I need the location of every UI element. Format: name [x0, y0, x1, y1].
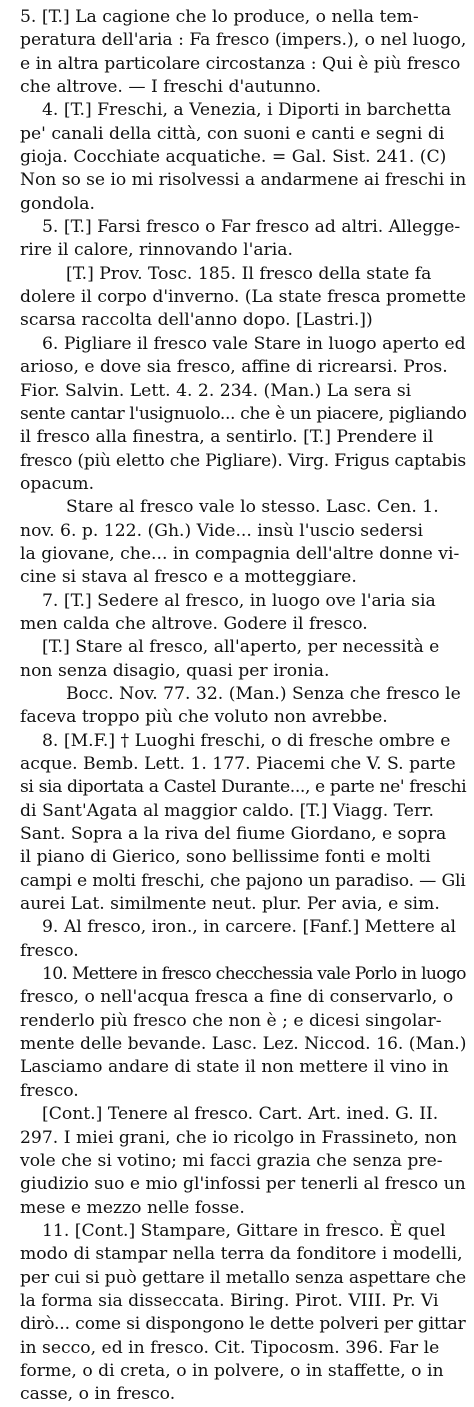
text-line: fresco, o nell'acqua fresca a fine di conservarlo, o: [20, 987, 454, 1008]
text-line: aurei Lat. similmente neut. plur. Per avia, e sim.: [20, 894, 440, 915]
text-line: 7. [T.] Sedere al fresco, in luogo ove l'aria sia: [42, 590, 436, 611]
text-line: Bocc. Nov. 77. 32. (Man.) Senza che fresco le: [66, 683, 461, 704]
text-line: forme, o di creta, o in polvere, o in staffette, o in: [20, 1360, 444, 1381]
text-line: vole che si votino; mi facci grazia che senza pre-: [20, 1150, 443, 1171]
text-line: modo di stampar nella terra da fonditore i modelli,: [20, 1244, 463, 1265]
text-line: scarsa raccolta dell'anno dopo. [Lastri.]): [20, 310, 373, 331]
text-line: 5. [T.] La cagione che lo produce, o nella tem-: [20, 7, 419, 27]
text-line: nov. 6. p. 122. (Gh.) Vide... insù l'uscio sedersi: [20, 520, 423, 541]
text-line: il piano di Gierico, sono bellissime fonti e molti: [20, 847, 431, 868]
text-line: opacum.: [20, 473, 95, 494]
text-line: 4. [T.] Freschi, a Venezia, i Diporti in barchetta: [42, 100, 452, 121]
text-line: in secco, ed in fresco. Cit. Tipocosm. 396. Far le: [20, 1337, 440, 1358]
text-line: [T.] Prov. Tosc. 185. Il fresco della state fa: [66, 263, 432, 284]
text-line: faceva troppo più che voluto non avrebbe.: [20, 707, 388, 728]
text-line: dolere il corpo d'inverno. (La state fresca promette: [20, 287, 467, 308]
text-line: rire il calore, rinnovando l'aria.: [20, 240, 293, 261]
text-line: dirò... come si dispongono le dette polveri per gittar: [20, 1314, 466, 1335]
text-line: 9. Al fresco, iron., in carcere. [Fanf.] Mettere al: [42, 917, 456, 938]
text-line: [Cont.] Tenere al fresco. Cart. Art. ined. G. II.: [42, 1104, 439, 1125]
text-line: acque. Bemb. Lett. 1. 177. Piacemi che V. S. parte: [20, 754, 456, 774]
text-line: 297. I miei grani, che io ricolgo in Frassineto, non: [20, 1127, 457, 1148]
text-line: fresco (più eletto che Pigliare). Virg. Frigus captabis: [20, 450, 466, 471]
text-line: che altrove. — I freschi d'autunno.: [20, 77, 322, 98]
text-line: Non so se io mi risolvessi a andarmene ai freschi in: [20, 170, 467, 191]
text-line: mente delle bevande. Lasc. Lez. Niccod. 16. (Man.): [20, 1034, 467, 1055]
text-line: 11. [Cont.] Stampare, Gittare in fresco. È quel: [42, 1220, 446, 1241]
text-line: la forma sia disseccata. Biring. Pirot. VIII. Pr. Vi: [20, 1290, 439, 1311]
text-line: 6. Pigliare il fresco vale Stare in luogo aperto ed: [42, 333, 466, 354]
text-line: il fresco alla finestra, a sentirlo. [T.] Prendere il: [20, 427, 434, 448]
text-line: arioso, e dove sia fresco, affine di ricrearsi. Pros.: [20, 357, 448, 378]
text-line: campi e molti freschi, che pajono un paradiso. — Gli: [20, 870, 466, 891]
text-line: Sant. Sopra a la riva del fiume Giordano, e sopra: [20, 824, 447, 845]
text-line: cine si stava al fresco e a motteggiare.: [20, 567, 357, 588]
text-line: casse, o in fresco.: [20, 1384, 176, 1405]
text-line: peratura dell'aria : Fa fresco (impers.), o nel luogo,: [20, 30, 467, 51]
text-line: 8. [M.F.] † Luoghi freschi, o di fresche ombre e: [42, 730, 451, 751]
text-line: fresco.: [20, 1080, 79, 1101]
text-line: sente cantar l'usignuolo... che è un piacere, pigliando: [20, 403, 467, 424]
text-line: per cui si può gettare il metallo senza aspettare che: [20, 1267, 466, 1288]
text-line: Lasciamo andare di state il non mettere il vino in: [20, 1057, 449, 1078]
text-line: [T.] Stare al fresco, all'aperto, per necessità e: [42, 637, 440, 658]
text-line: giudizio suo e mio gl'infossi per tenerli al fresco un: [20, 1174, 466, 1195]
text-line: men calda che altrove. Godere il fresco.: [20, 613, 368, 634]
text-line: Stare al fresco vale lo stesso. Lasc. Cen. 1.: [66, 497, 439, 518]
text-line: 5. [T.] Farsi fresco o Far fresco ad altri. Allegge-: [42, 217, 461, 238]
text-line: pe' canali della città, con suoni e canti e segni di: [20, 123, 445, 144]
text-line: gondola.: [20, 193, 95, 214]
text-line: si sia diportata a Castel Durante..., e parte ne' freschi: [20, 777, 467, 798]
text-line: renderlo più fresco che non è ; e dicesi singolar-: [20, 1010, 442, 1031]
text-line: gioja. Cocchiate acquatiche. = Gal. Sist. 241. (C): [20, 147, 447, 168]
text-line: non senza disagio, quasi per ironia.: [20, 660, 330, 681]
text-line: la giovane, che... in compagnia dell'altre donne vi-: [20, 543, 460, 564]
text-line: di Sant'Agata al maggior caldo. [T.] Viagg. Terr.: [20, 800, 434, 821]
text-line: Fior. Salvin. Lett. 4. 2. 234. (Man.) La sera si: [20, 380, 412, 401]
text-line: mese e mezzo nelle fosse.: [20, 1197, 245, 1218]
text-line: 10. Mettere in fresco checchessia vale Porlo in luogo: [42, 964, 466, 985]
text-line: e in altra particolare circostanza : Qui è più fresco: [20, 53, 461, 74]
text-line: fresco.: [20, 940, 79, 961]
